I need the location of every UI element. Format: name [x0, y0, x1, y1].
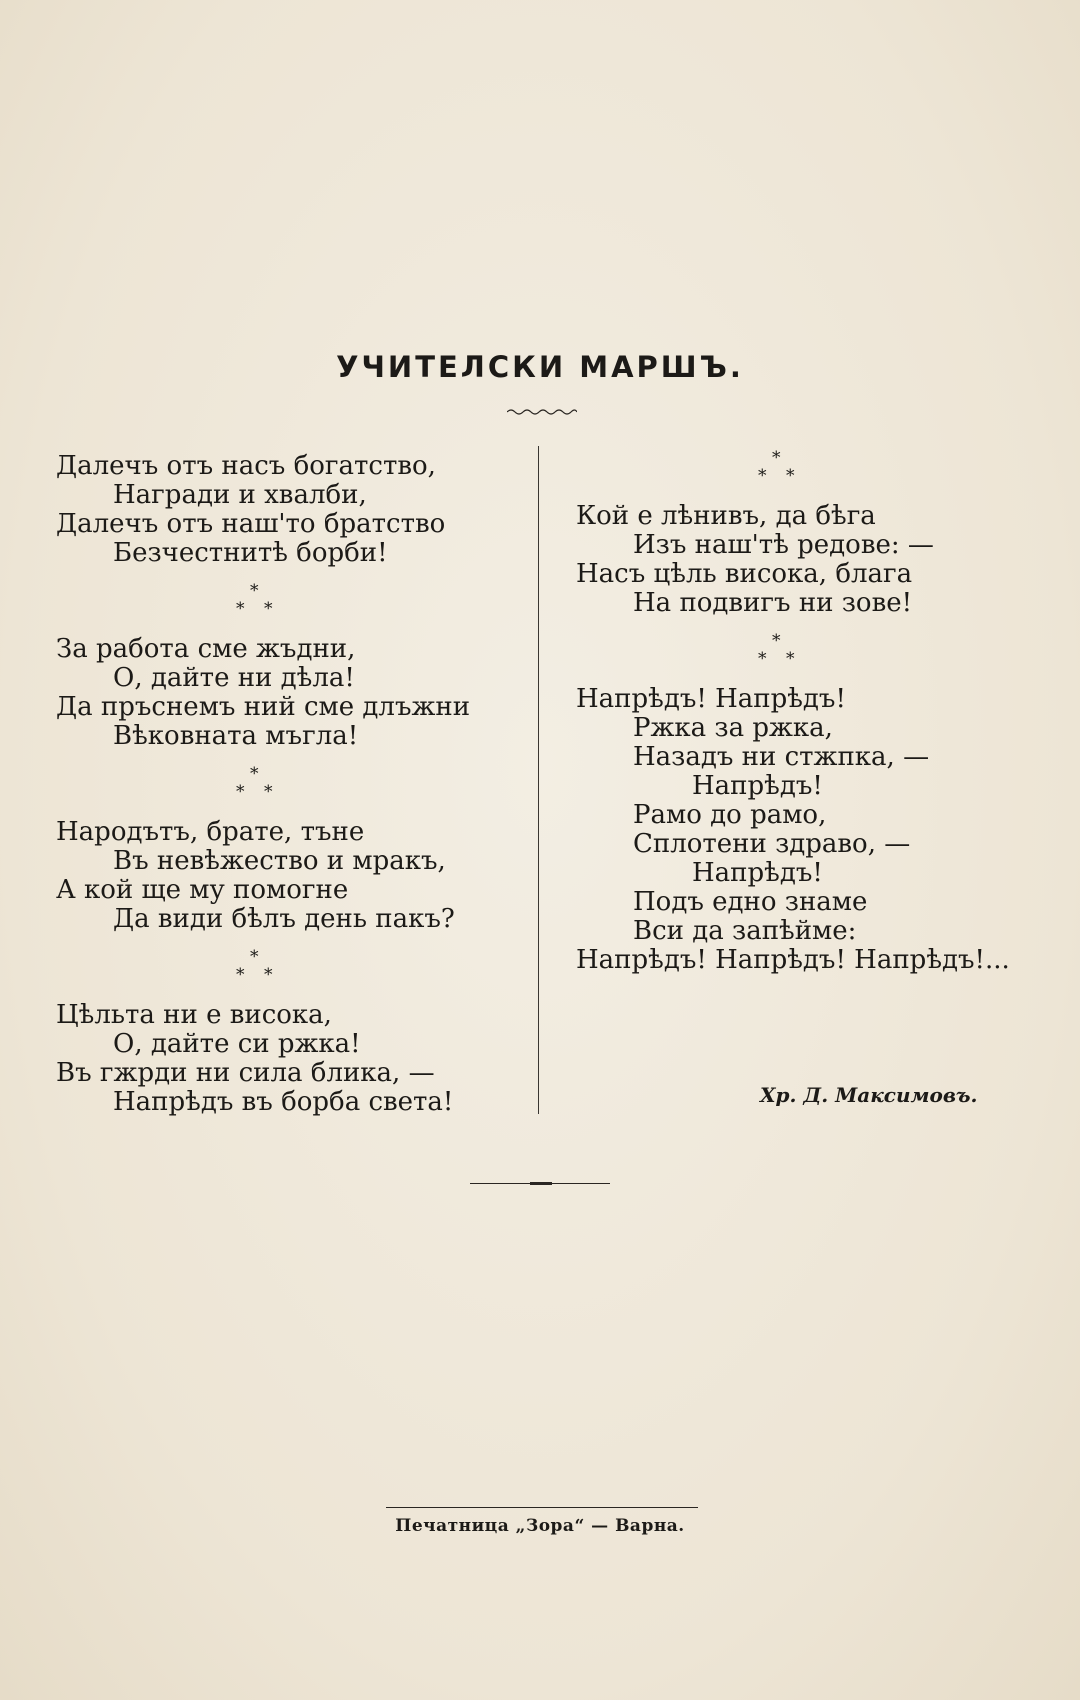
asterism: [224, 947, 284, 991]
verse-line: Рамо до рамо,: [633, 800, 827, 830]
verse-line: Награди и хвалби,: [113, 480, 367, 510]
column-divider: [538, 446, 539, 1114]
verse-line: Назадъ ни стжпка, —: [633, 742, 930, 772]
verse-line: Ржка за ржка,: [633, 713, 833, 743]
verse-line: На подвигъ ни зове!: [633, 588, 913, 618]
verse-line: Далечъ отъ насъ богатство,: [56, 451, 436, 481]
verse-line: Кой е лѣнивъ, да бѣга: [576, 501, 876, 531]
star: *: [236, 599, 245, 619]
verse-line: А кой ще му помогне: [56, 875, 349, 905]
verse-line: Безчестнитѣ борби!: [113, 538, 388, 568]
verse-line: О, дайте си ржка!: [113, 1029, 361, 1059]
verse-line: Да види бѣлъ день пакъ?: [113, 904, 455, 934]
verse-line: За работа сме жъдни,: [56, 634, 356, 664]
rule-center-mark: [530, 1182, 552, 1185]
star: *: [250, 947, 259, 967]
star: *: [236, 782, 245, 802]
star: *: [758, 649, 767, 669]
verse-line: Подъ едно знаме: [633, 887, 868, 917]
star: *: [786, 466, 795, 486]
stanza: [576, 685, 1056, 975]
asterism: [224, 764, 284, 808]
verse-line: Вси да запѣйме:: [633, 916, 857, 946]
stanza: [56, 635, 526, 751]
stanza: [576, 502, 1056, 618]
star: *: [264, 965, 273, 985]
verse-line: Въ невѣжество и мракъ,: [113, 846, 446, 876]
verse-line: О, дайте ни дѣла!: [113, 663, 355, 693]
asterism: [224, 581, 284, 625]
verse-line: Народътъ, брате, тъне: [56, 817, 365, 847]
verse-line: Напрѣдъ!: [692, 858, 823, 888]
stanza: [56, 452, 526, 568]
author-signature: Хр. Д. Максимовъ.: [760, 1083, 978, 1107]
star: *: [758, 466, 767, 486]
verse-line: Насъ цѣль висока, блага: [576, 559, 913, 589]
verse-line: Цѣльта ни е висока,: [56, 1000, 332, 1030]
verse-line: Вѣковната мъгла!: [113, 721, 359, 751]
verse-line: Напрѣдъ въ борба света!: [113, 1087, 454, 1117]
asterism: [746, 631, 806, 675]
star: *: [250, 764, 259, 784]
stanza: [56, 818, 526, 934]
left-column: [56, 452, 526, 1117]
star: *: [236, 965, 245, 985]
verse-line: Далечъ отъ наш'то братство: [56, 509, 446, 539]
star: *: [772, 448, 781, 468]
star: *: [772, 631, 781, 651]
star: *: [264, 599, 273, 619]
verse-line: Сплотени здраво, —: [633, 829, 911, 859]
asterism: [746, 448, 806, 492]
stanza: [56, 1001, 526, 1117]
star: *: [786, 649, 795, 669]
verse-line: Изъ наш'тѣ редове: —: [633, 530, 934, 560]
star: *: [250, 581, 259, 601]
verse-line: Напрѣдъ! Напрѣдъ! Напрѣдъ!...: [576, 945, 1010, 975]
printer-imprint: Печатница „Зора“ — Варна.: [395, 1516, 685, 1536]
poem-title: УЧИТЕЛСКИ МАРШЪ.: [336, 350, 744, 384]
verse-line: Напрѣдъ! Напрѣдъ!: [576, 684, 846, 714]
end-ornament-rule: [470, 1180, 610, 1188]
footer-rule: [386, 1507, 698, 1508]
verse-line: Да пръснемъ ний сме длъжни: [56, 692, 471, 722]
title-ornament: [507, 408, 577, 416]
right-column: [576, 448, 1056, 975]
verse-line: Напрѣдъ!: [692, 771, 823, 801]
star: *: [264, 782, 273, 802]
verse-line: Въ гжрди ни сила блика, —: [56, 1058, 435, 1088]
